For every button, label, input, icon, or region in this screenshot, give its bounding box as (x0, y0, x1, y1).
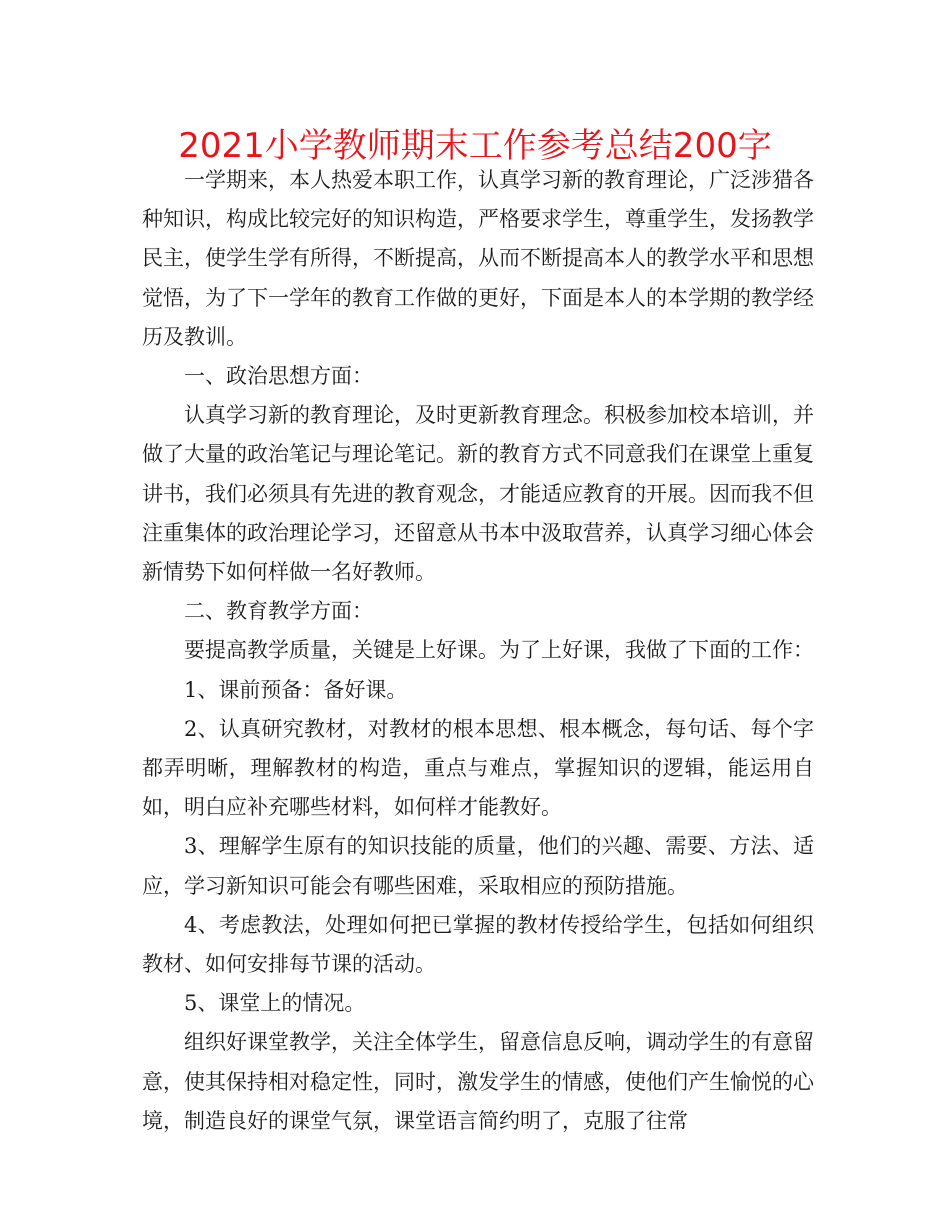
list-item-2: 2、认真研究教材，对教材的根本思想、根本概念，每句话、每个字都弄明晰，理解教材的构造，重点与难点，掌握知识的逻辑，能运用自如，明白应补充哪些材料，如何样才能教好。 (142, 716, 814, 820)
paragraph-teaching-intro: 要提高教学质量，关键是上好课。为了上好课，我做了下面的工作： (184, 638, 814, 663)
paragraph-classroom: 组织好课堂教学，关注全体学生，留意信息反响，调动学生的有意留意，使其保持相对稳定性，同时，激发学生的情感，使他们产生愉悦的心境，制造良好的课堂气氛，课堂语言简约明了，克服了往常 (142, 1030, 814, 1133)
section-heading-politics: 一、政治思想方面： (184, 364, 373, 389)
list-item-3: 3、理解学生原有的知识技能的质量，他们的兴趣、需要、方法、适应，学习新知识可能会有哪些困难，采取相应的预防措施。 (142, 834, 814, 898)
paragraph-intro: 一学期来，本人热爱本职工作，认真学习新的教育理论，广泛涉猎各种知识，构成比较完好的知识构造，严格要求学生，尊重学生，发扬教学民主，使学生学有所得，不断提高，从而不断提高本人的教学水平和思想觉悟，为了下一学年的教育工作做的更好，下面是本人的本学期的教学经历及教训。 (142, 168, 814, 349)
list-item-1: 1、课前预备：备好课。 (184, 677, 408, 702)
document-body (142, 161, 814, 1141)
section-heading-teaching: 二、教育教学方面： (184, 599, 373, 624)
paragraph-politics: 认真学习新的教育理论，及时更新教育理念。积极参加校本培训，并做了大量的政治笔记与理论笔记。新的教育方式不同意我们在课堂上重复讲书，我们必须具有先进的教育观念，才能适应教育的开展。因而我不但注重集体的政治理论学习，还留意从书本中汲取营养，认真学习细心体会新情势下如何样做一名好教师。 (142, 403, 814, 585)
document-title: 2021小学教师期末工作参考总结200字 (178, 126, 772, 166)
list-item-5: 5、课堂上的情况。 (184, 991, 366, 1016)
list-item-4: 4、考虑教法，处理如何把已掌握的教材传授给学生，包括如何组织教材、如何安排每节课的活动。 (142, 912, 814, 977)
